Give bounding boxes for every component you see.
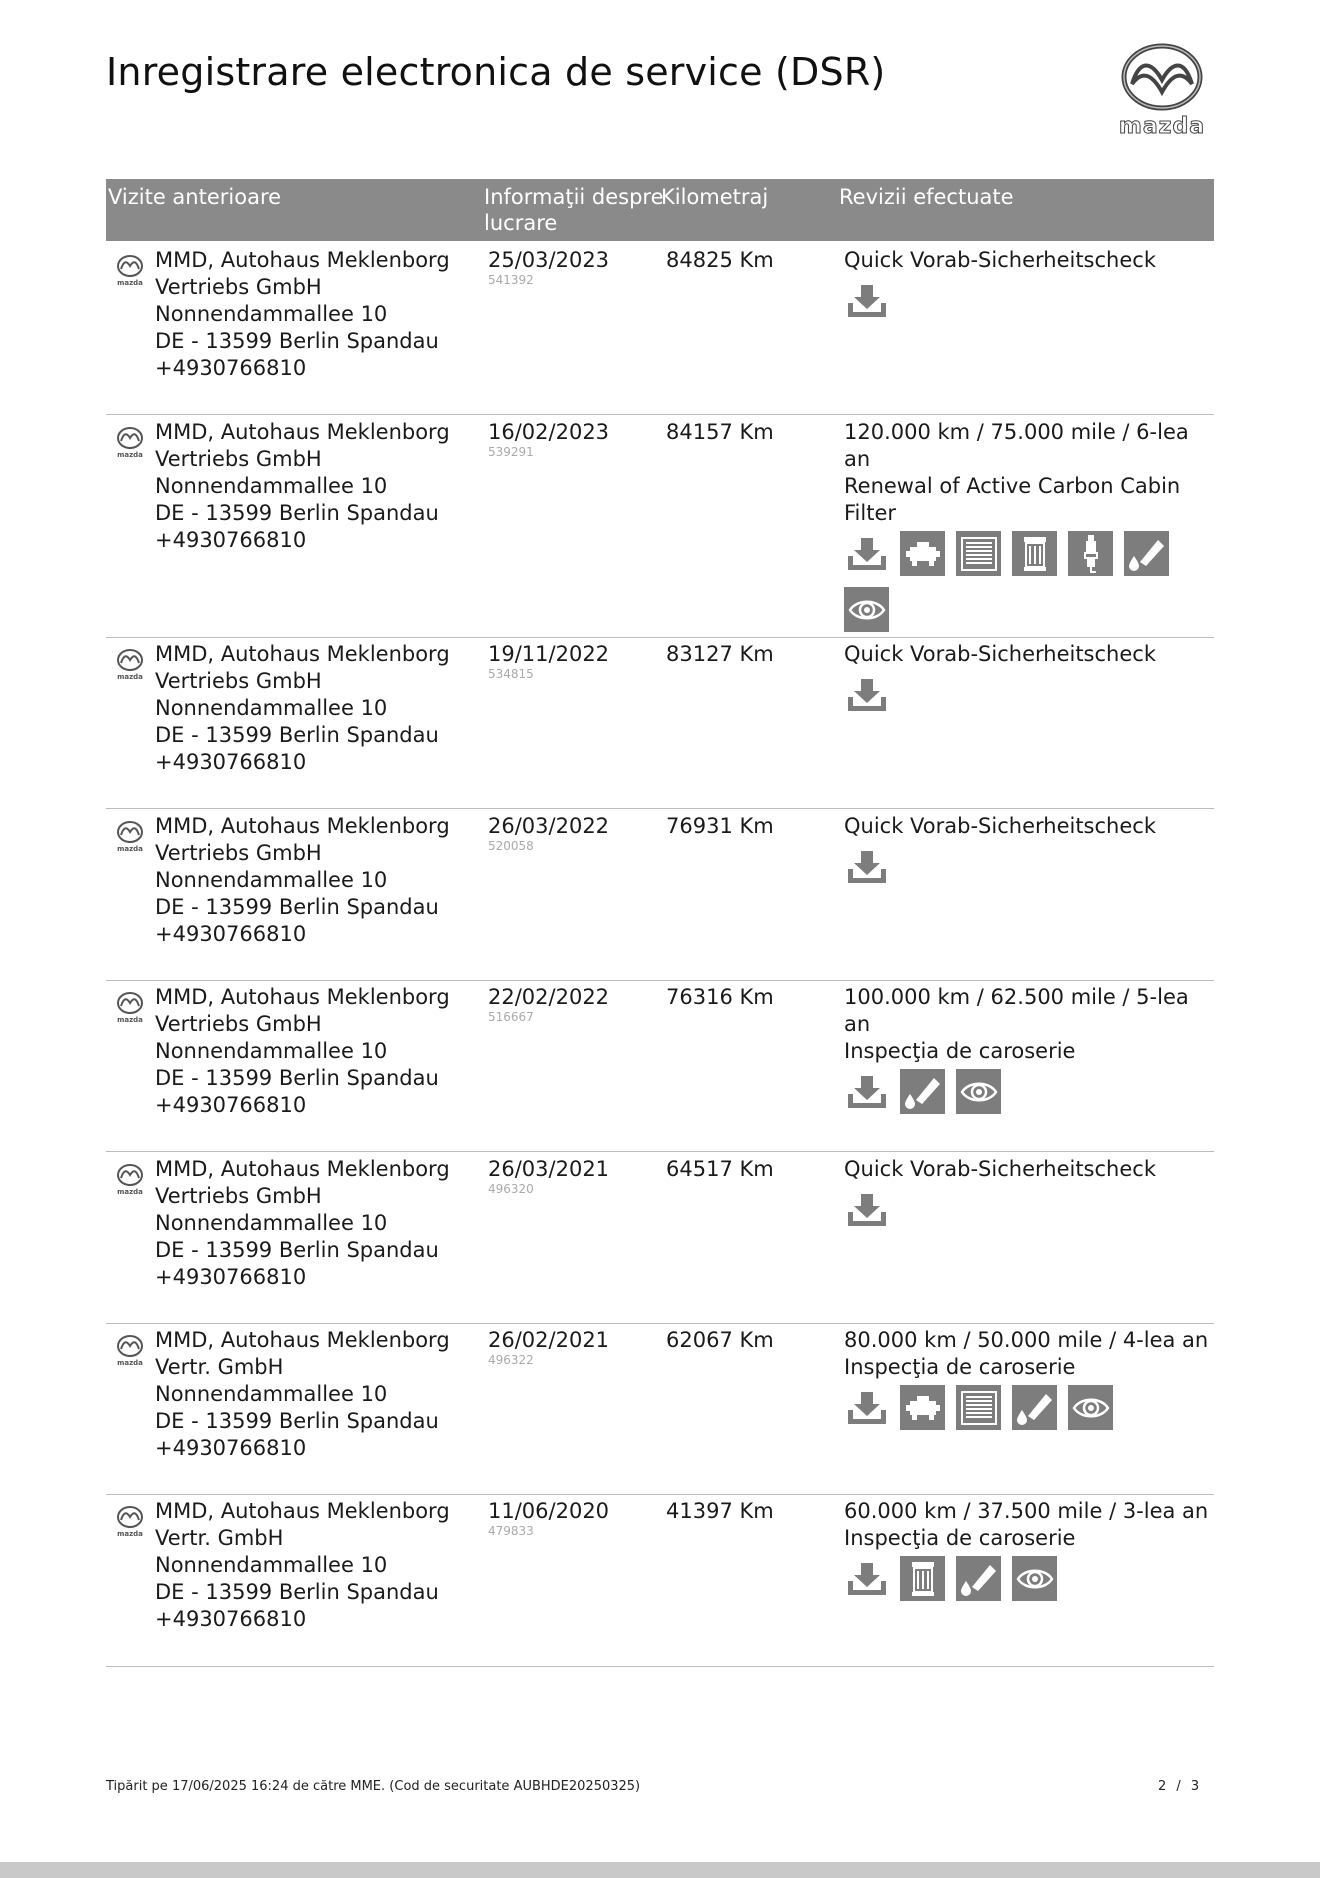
dealer-address — [155, 1327, 495, 1462]
inspection-eye-icon — [1012, 1556, 1057, 1601]
dealer-line: Nonnendammallee 10 — [155, 1382, 388, 1406]
revisions — [844, 247, 1216, 323]
mileage: 64517 Km — [666, 1157, 774, 1181]
dealer-line: DE - 13599 Berlin Spandau — [155, 895, 439, 919]
dealer-line: +4930766810 — [155, 528, 307, 552]
fluid-icon — [900, 1069, 945, 1114]
dealer-line: MMD, Autohaus Meklenborg — [155, 642, 450, 666]
order-number: 520058 — [488, 839, 534, 853]
header-revisions: Revizii efectuate — [839, 185, 1014, 209]
dealer-mazda-icon — [112, 1504, 148, 1540]
dealer-line: Vertr. GmbH — [155, 1526, 284, 1550]
oil-filter-icon — [1012, 531, 1057, 576]
download-icon[interactable] — [844, 672, 889, 717]
revision-line: 120.000 km / 75.000 mile / 6-lea — [844, 420, 1189, 444]
dealer-line: MMD, Autohaus Meklenborg — [155, 985, 450, 1009]
table-row — [106, 984, 1214, 1152]
revisions — [844, 641, 1216, 717]
dealer-line: Nonnendammallee 10 — [155, 696, 388, 720]
dealer-address — [155, 1156, 495, 1291]
fluid-icon — [1012, 1385, 1057, 1430]
revision-line: an — [844, 1012, 871, 1036]
order-number: 541392 — [488, 273, 534, 287]
revision-line: Inspecţia de caroserie — [844, 1355, 1076, 1379]
download-icon[interactable] — [844, 1556, 889, 1601]
header-work-info: Informaţii despre lucrare — [484, 185, 664, 235]
air-filter-icon — [956, 531, 1001, 576]
mileage: 62067 Km — [666, 1328, 774, 1352]
dealer-line: DE - 13599 Berlin Spandau — [155, 329, 439, 353]
svg-text:mazda: mazda — [117, 845, 143, 853]
service-icons — [844, 672, 1184, 717]
table-row — [106, 1156, 1214, 1324]
order-number: 539291 — [488, 445, 534, 459]
download-icon[interactable] — [844, 844, 889, 889]
mileage: 76931 Km — [666, 814, 774, 838]
dealer-line: DE - 13599 Berlin Spandau — [155, 1238, 439, 1262]
header-mileage: Kilometraj — [661, 185, 769, 209]
work-info — [488, 247, 609, 286]
order-number: 534815 — [488, 667, 534, 681]
table-row — [106, 813, 1214, 981]
table-row — [106, 1327, 1214, 1495]
service-date: 26/03/2021 — [488, 1157, 610, 1181]
dealer-line: +4930766810 — [155, 750, 307, 774]
dealer-line: Vertr. GmbH — [155, 1355, 284, 1379]
dealer-line: Vertriebs GmbH — [155, 669, 322, 693]
dealer-mazda-icon — [112, 1162, 148, 1198]
table-row — [106, 1498, 1214, 1667]
header-visits: Vizite anterioare — [108, 185, 282, 209]
dealer-address — [155, 813, 495, 948]
service-icons — [844, 1556, 1184, 1601]
service-date: 22/02/2022 — [488, 985, 610, 1009]
fluid-icon — [956, 1556, 1001, 1601]
work-info — [488, 419, 609, 458]
dealer-line: +4930766810 — [155, 1607, 307, 1631]
revision-line: Quick Vorab-Sicherheitscheck — [844, 248, 1156, 272]
service-date: 16/02/2023 — [488, 420, 610, 444]
revisions — [844, 1498, 1216, 1601]
table-row — [106, 419, 1214, 638]
svg-text:mazda: mazda — [117, 1016, 143, 1024]
mileage: 84825 Km — [666, 248, 774, 272]
dealer-line: DE - 13599 Berlin Spandau — [155, 501, 439, 525]
dealer-line: MMD, Autohaus Meklenborg — [155, 1499, 450, 1523]
dealer-line: MMD, Autohaus Meklenborg — [155, 1157, 450, 1181]
dealer-line: Nonnendammallee 10 — [155, 474, 388, 498]
mileage: 41397 Km — [666, 1499, 774, 1523]
svg-text:mazda: mazda — [117, 1359, 143, 1367]
work-info — [488, 813, 609, 852]
dealer-line: DE - 13599 Berlin Spandau — [155, 1066, 439, 1090]
service-date: 26/02/2021 — [488, 1328, 610, 1352]
work-info — [488, 984, 609, 1023]
download-icon[interactable] — [844, 1187, 889, 1232]
revisions — [844, 813, 1216, 889]
service-date: 26/03/2022 — [488, 814, 610, 838]
order-number: 479833 — [488, 1524, 534, 1538]
inspection-eye-icon — [1068, 1385, 1113, 1430]
dealer-line: MMD, Autohaus Meklenborg — [155, 248, 450, 272]
dealer-line: Vertriebs GmbH — [155, 447, 322, 471]
engine-icon — [900, 531, 945, 576]
dealer-address — [155, 1498, 495, 1633]
revision-line: 80.000 km / 50.000 mile / 4-lea an — [844, 1328, 1209, 1352]
dealer-line: MMD, Autohaus Meklenborg — [155, 814, 450, 838]
page-number: 2 / 3 — [1158, 1779, 1200, 1794]
revisions — [844, 984, 1216, 1114]
order-number: 496322 — [488, 1353, 534, 1367]
engine-icon — [900, 1385, 945, 1430]
service-icons — [844, 1069, 1184, 1114]
mileage: 83127 Km — [666, 642, 774, 666]
dealer-line: Vertriebs GmbH — [155, 1012, 322, 1036]
revision-line: Quick Vorab-Sicherheitscheck — [844, 642, 1156, 666]
fluid-icon — [1124, 531, 1169, 576]
dealer-line: MMD, Autohaus Meklenborg — [155, 1328, 450, 1352]
revisions — [844, 1156, 1216, 1232]
dealer-line: Vertriebs GmbH — [155, 1184, 322, 1208]
download-icon[interactable] — [844, 531, 889, 576]
table-row — [106, 247, 1214, 415]
revision-line: Renewal of Active Carbon Cabin — [844, 474, 1181, 498]
table-row — [106, 641, 1214, 809]
dealer-line: +4930766810 — [155, 356, 307, 380]
mileage: 76316 Km — [666, 985, 774, 1009]
service-icons — [844, 844, 1184, 889]
dealer-line: Vertriebs GmbH — [155, 275, 322, 299]
order-number: 516667 — [488, 1010, 534, 1024]
bottom-bar — [0, 1862, 1320, 1878]
work-info — [488, 1327, 609, 1366]
mileage: 84157 Km — [666, 420, 774, 444]
dealer-mazda-icon — [112, 425, 148, 461]
service-date: 25/03/2023 — [488, 248, 610, 272]
dealer-address — [155, 419, 495, 554]
dealer-line: +4930766810 — [155, 1436, 307, 1460]
dealer-mazda-icon — [112, 1333, 148, 1369]
revision-line: Quick Vorab-Sicherheitscheck — [844, 1157, 1156, 1181]
dealer-line: Nonnendammallee 10 — [155, 1211, 388, 1235]
svg-text:mazda: mazda — [117, 1188, 143, 1196]
revision-line: an — [844, 447, 871, 471]
page-title: Inregistrare electronica de service (DSR) — [106, 50, 886, 94]
dealer-line: DE - 13599 Berlin Spandau — [155, 723, 439, 747]
revision-line: 100.000 km / 62.500 mile / 5-lea — [844, 985, 1189, 1009]
inspection-eye-icon — [956, 1069, 1001, 1114]
mazda-logo — [1110, 42, 1214, 138]
dealer-mazda-icon — [112, 647, 148, 683]
order-number: 496320 — [488, 1182, 534, 1196]
service-icons — [844, 1385, 1184, 1430]
revision-line: Filter — [844, 501, 897, 525]
revisions — [844, 419, 1216, 632]
service-date: 11/06/2020 — [488, 1499, 610, 1523]
service-icons — [844, 1187, 1184, 1232]
svg-text:mazda: mazda — [117, 1530, 143, 1538]
mazda-wordmark: mazda — [1118, 114, 1206, 139]
oil-filter-icon — [900, 1556, 945, 1601]
dealer-line: +4930766810 — [155, 1265, 307, 1289]
revisions — [844, 1327, 1216, 1430]
spark-plug-icon — [1068, 531, 1113, 576]
dealer-line: DE - 13599 Berlin Spandau — [155, 1409, 439, 1433]
svg-text:mazda: mazda — [117, 673, 143, 681]
svg-text:mazda: mazda — [117, 451, 143, 459]
dealer-line: Nonnendammallee 10 — [155, 1039, 388, 1063]
work-info — [488, 1498, 609, 1537]
dealer-mazda-icon — [112, 253, 148, 289]
service-icons — [844, 278, 1184, 323]
dealer-address — [155, 247, 495, 382]
inspection-eye-icon — [844, 587, 889, 632]
work-info — [488, 1156, 609, 1195]
dealer-line: Nonnendammallee 10 — [155, 302, 388, 326]
work-info — [488, 641, 609, 680]
dealer-mazda-icon — [112, 819, 148, 855]
dealer-line: +4930766810 — [155, 922, 307, 946]
dealer-line: Vertriebs GmbH — [155, 841, 322, 865]
revision-line: Inspecţia de caroserie — [844, 1526, 1076, 1550]
dealer-line: DE - 13599 Berlin Spandau — [155, 1580, 439, 1604]
dealer-address — [155, 641, 495, 776]
air-filter-icon — [956, 1385, 1001, 1430]
mazda-emblem-icon — [1110, 42, 1214, 112]
dealer-line: +4930766810 — [155, 1093, 307, 1117]
dealer-line: Nonnendammallee 10 — [155, 868, 388, 892]
dealer-line: Nonnendammallee 10 — [155, 1553, 388, 1577]
dealer-line: MMD, Autohaus Meklenborg — [155, 420, 450, 444]
table-header — [106, 179, 1214, 241]
download-icon[interactable] — [844, 1385, 889, 1430]
download-icon[interactable] — [844, 1069, 889, 1114]
revision-line: 60.000 km / 37.500 mile / 3-lea an — [844, 1499, 1209, 1523]
dealer-address — [155, 984, 495, 1119]
revision-line: Quick Vorab-Sicherheitscheck — [844, 814, 1156, 838]
print-footer: Tipărit pe 17/06/2025 16:24 de către MME. (Cod de securitate AUBHDE20250325) — [106, 1779, 641, 1794]
service-icons — [844, 531, 1184, 632]
service-date: 19/11/2022 — [488, 642, 610, 666]
revision-line: Inspecţia de caroserie — [844, 1039, 1076, 1063]
download-icon[interactable] — [844, 278, 889, 323]
dealer-mazda-icon — [112, 990, 148, 1026]
svg-text:mazda: mazda — [117, 279, 143, 287]
